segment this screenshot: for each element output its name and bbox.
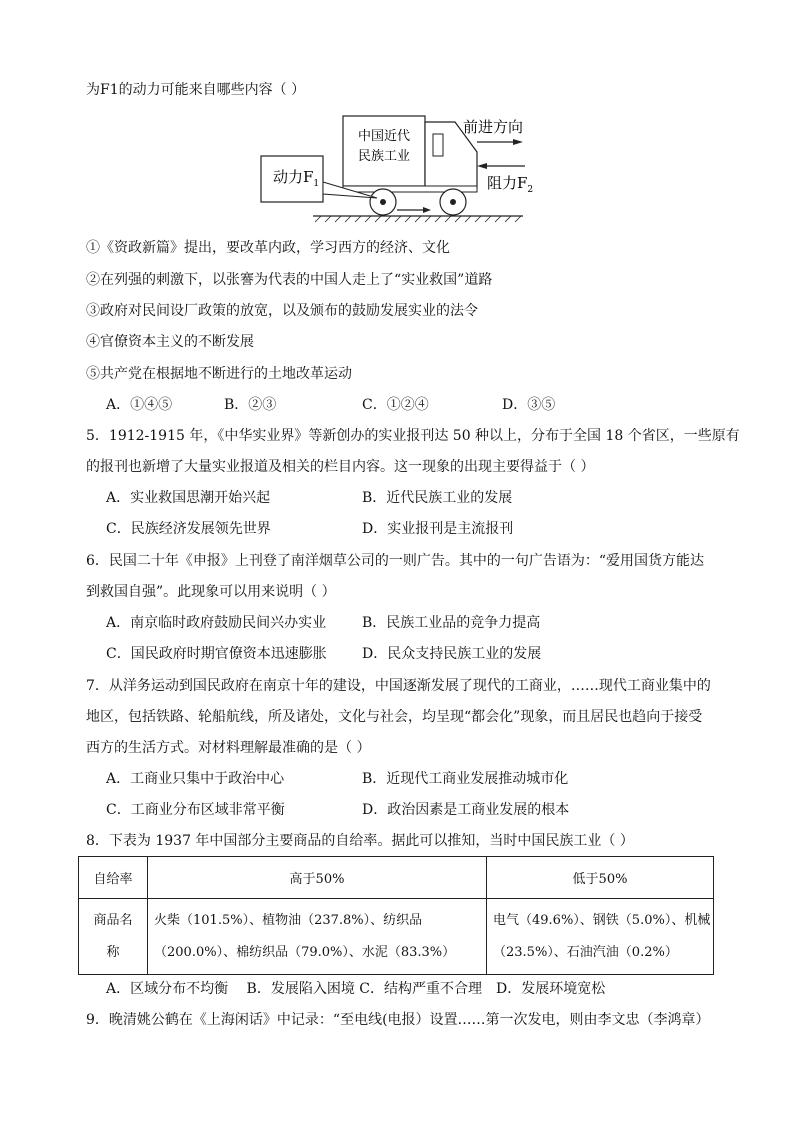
- q6-line-1: 6．民国二十年《申报》上刊登了南洋烟草公司的一则广告。其中的一句广告语为：“爱用国货方能达: [86, 553, 705, 569]
- q6-line-2: 到救国自强”。此现象可以用来说明（ ）: [86, 584, 336, 600]
- q5-option-c: C．民族经济发展领先世界: [106, 521, 271, 537]
- item-1: ①《资政新篇》提出，要改革内政，学习西方的经济、文化: [86, 240, 450, 256]
- truck-label-1: 中国近代: [357, 129, 411, 144]
- table-row-label: [79, 899, 148, 975]
- truck-window: [433, 134, 443, 156]
- q8-line-1: 8．下表为 1937 年中国部分主要商品的自给率。据此可以推知，当时中国民族工业（ ）: [86, 833, 634, 849]
- q5-option-a: A．实业救国思潮开始兴起: [106, 490, 271, 506]
- truck-label-2: 民族工业: [357, 149, 411, 164]
- q4-option-d: D．③⑤: [502, 397, 556, 413]
- below-line-2: （23.5%）、石油汽油（0.2%）: [493, 944, 678, 960]
- below-line-1: 电气（49.6%）、钢铁（5.0%）、机械: [493, 912, 711, 928]
- q5-line-2: 的报刊也新增了大量实业报道及相关的栏目内容。这一现象的出现主要得益于（ ）: [86, 459, 595, 475]
- table-cell-above: [148, 899, 487, 975]
- table-cell-below: [487, 899, 714, 975]
- forward-label: 前进方向: [463, 118, 524, 136]
- q6-option-a: A．南京临时政府鼓励民间兴办实业: [106, 615, 327, 631]
- resist-label: 阻力F: [487, 174, 528, 192]
- row-label-2: 称: [106, 944, 120, 960]
- above-line-1: 火柴（101.5%）、植物油（237.8%）、纺织品: [154, 912, 423, 928]
- q9-line-1: 9．晚清姚公鹤在《上海闲话》中记录：“至电线(电报）设置……第一次发电，则由李文忠（李鸿章）: [86, 1012, 710, 1028]
- q5-option-d: D．实业报刊是主流报刊: [362, 521, 514, 537]
- q4-option-a: A．①④⑤: [106, 397, 173, 413]
- q8-options: A．区域分布不均衡 B．发展陷入困境 C．结构严重不合理 D．发展环境宽松: [106, 981, 606, 997]
- q4-option-c: C．①②④: [362, 397, 429, 413]
- above-line-2: （200.0%）、棉纺织品（79.0%）、水泥（83.3%）: [154, 944, 456, 960]
- item-5: ⑤共产党在根据地不断进行的土地改革运动: [86, 366, 352, 382]
- row-label-1: 商品名: [93, 912, 133, 928]
- q7-option-b: B．近现代工商业发展推动城市化: [362, 771, 569, 787]
- force-label: 动力F: [273, 168, 314, 186]
- q6-option-b: B．民族工业品的竞争力提高: [362, 615, 541, 631]
- item-4: ④官僚资本主义的不断发展: [86, 334, 254, 350]
- resist-sub: 2: [527, 185, 534, 195]
- q4-option-b: B．②③: [224, 397, 277, 413]
- q7-line-1: 7．从洋务运动到国民政府在南京十年的建设，中国逐渐发展了现代的工商业，……现代工商业集中的: [86, 678, 711, 694]
- q7-line-3: 西方的生活方式。对材料理解最准确的是（ ）: [86, 740, 371, 756]
- q5-option-b: B．近代民族工业的发展: [362, 490, 513, 506]
- question-intro: 为F1的动力可能来自哪些内容（ ）: [86, 82, 306, 98]
- force-diagram: [255, 112, 555, 230]
- q7-option-d: D．政治因素是工商业发展的根本: [362, 802, 570, 818]
- q7-line-2: 地区，包括铁路、轮船航线，所及诸处，文化与社会，均呈现“都会化”现象，而且居民也趋向于接受: [86, 709, 703, 725]
- force-sub: 1: [313, 179, 320, 189]
- item-3: ③政府对民间设厂政策的放宽，以及颁布的鼓励发展实业的法令: [86, 303, 478, 319]
- item-2: ②在列强的刺激下，以张謇为代表的中国人走上了“实业救国”道路: [86, 272, 493, 288]
- q7-option-a: A．工商业只集中于政治中心: [106, 771, 285, 787]
- q6-option-d: D．民众支持民族工业的发展: [362, 646, 542, 662]
- table-header-below: 低于50%: [487, 857, 714, 899]
- svg-text:动力F1: [273, 168, 319, 189]
- table-header-above: 高于50%: [148, 857, 487, 899]
- svg-text:阻力F2: [487, 174, 533, 195]
- q8-table: [78, 856, 714, 975]
- table-header-rate: 自给率: [79, 857, 148, 899]
- q6-option-c: C．国民政府时期官僚资本迅速膨胀: [106, 646, 327, 662]
- q5-line-1: 5．1912-1915 年，《中华实业界》等新创办的实业报刊达 50 种以上，分布于全国 18 个省区，一些原有: [86, 428, 740, 444]
- q7-option-c: C．工商业分布区域非常平衡: [106, 802, 285, 818]
